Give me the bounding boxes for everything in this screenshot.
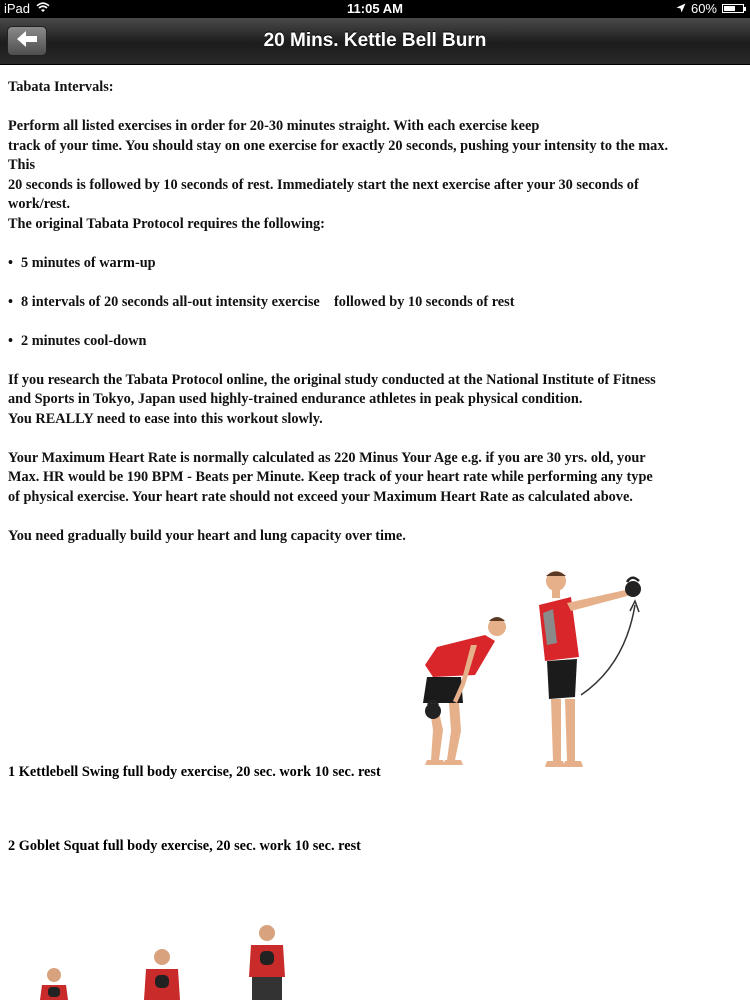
figure-bent xyxy=(423,617,506,765)
paragraph-line: work/rest. xyxy=(8,196,71,212)
battery-percent: 60% xyxy=(690,1,717,16)
page-title: 20 Mins. Kettle Bell Burn xyxy=(263,30,487,51)
device-name: iPad xyxy=(4,1,31,16)
battery-icon xyxy=(722,4,744,13)
location-arrow-icon xyxy=(676,1,686,16)
paragraph-line: The original Tabata Protocol requires the following: xyxy=(8,215,325,232)
figure-squat-2 xyxy=(144,949,180,1000)
kettlebell-swing-illustration xyxy=(415,565,655,780)
paragraph-line: If you research the Tabata Protocol online, the original study conducted at the National Institute of Fitness xyxy=(8,371,656,388)
paragraph-line: This xyxy=(8,157,36,173)
paragraph-line: of physical exercise. Your heart rate should not exceed your Maximum Heart Rate as calculated above. xyxy=(8,488,633,505)
list-item: • 2 minutes cool-down xyxy=(8,332,147,349)
status-time: 11:05 AM xyxy=(347,1,403,16)
paragraph-line: 20 seconds is followed by 10 seconds of rest. Immediately start the next exercise after your 30 seconds of xyxy=(8,176,639,193)
paragraph-line: track of your time. You should stay on one exercise for exactly 20 seconds, pushing your intensity to the max. xyxy=(8,137,669,154)
list-item: • 5 minutes of warm-up xyxy=(8,254,156,271)
battery-fill xyxy=(724,6,735,11)
swing-arc xyxy=(581,605,635,695)
status-bar xyxy=(0,0,750,18)
paragraph-line: and Sports in Tokyo, Japan used highly-trained endurance athletes in peak physical condition. xyxy=(8,391,583,407)
paragraph-line: You need gradually build your heart and lung capacity over time. xyxy=(8,527,406,544)
article-content xyxy=(8,78,744,546)
exercise-label: 2 Goblet Squat full body exercise, 20 sec. work 10 sec. rest xyxy=(8,838,361,854)
figure-standing xyxy=(539,571,641,767)
paragraph-line: Perform all listed exercises in order for 20-30 minutes straight. With each exercise keep xyxy=(8,118,540,134)
paragraph-line: You REALLY need to ease into this workout slowly. xyxy=(8,410,323,427)
section-heading: Tabata Intervals: xyxy=(8,79,114,95)
paragraph-line: Your Maximum Heart Rate is normally calculated as 220 Minus Your Age e.g. if you are 30 yrs. old, your xyxy=(8,449,646,466)
goblet-squat-illustration xyxy=(20,915,300,1000)
exercise-label: 1 Kettlebell Swing full body exercise, 20 sec. work 10 sec. rest xyxy=(8,764,381,780)
list-item: • 8 intervals of 20 seconds all-out intensity exercise followed by 10 seconds of rest xyxy=(8,293,515,310)
navigation-bar xyxy=(0,18,750,65)
figure-squat-1 xyxy=(40,968,68,1000)
paragraph-line: Max. HR would be 190 BPM - Beats per Minute. Keep track of your heart rate while performing any type xyxy=(8,469,653,485)
figure-squat-3 xyxy=(249,925,285,1000)
